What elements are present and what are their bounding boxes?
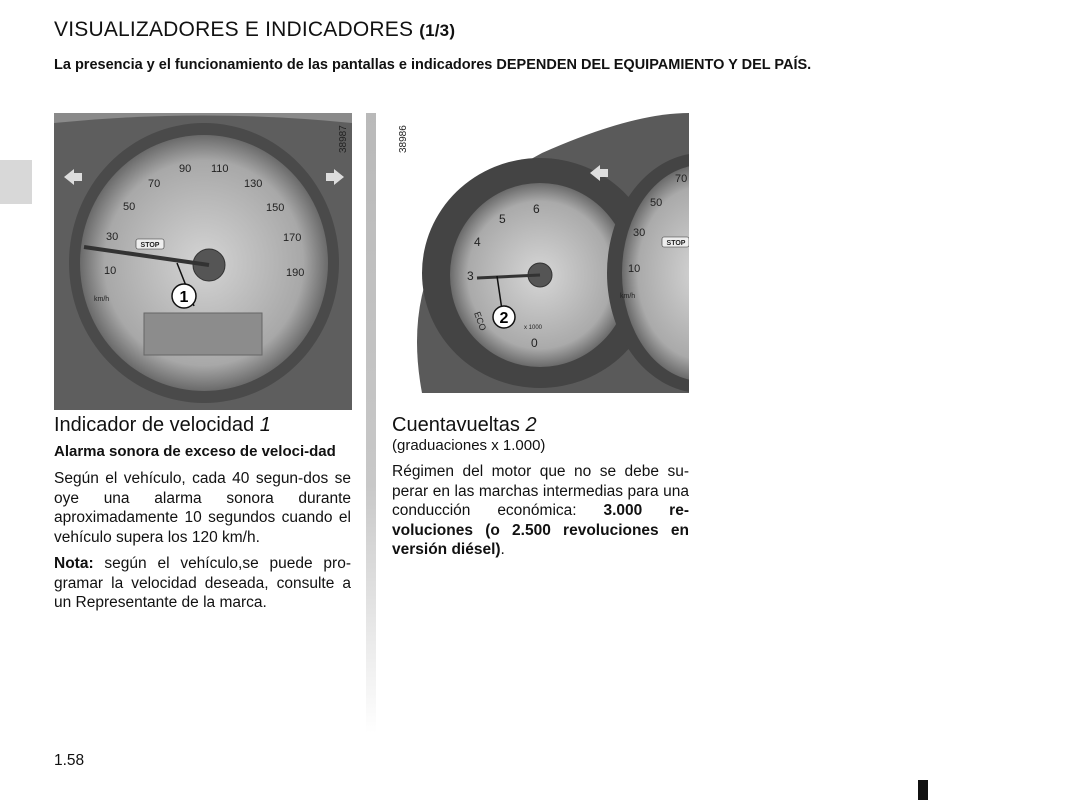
column-divider <box>366 113 376 733</box>
figure-ref-38987: 38987 <box>338 125 349 153</box>
note-paragraph <box>54 554 351 613</box>
tachometer-heading-text: Cuentavueltas <box>392 414 520 436</box>
rpm-multiplier: x 1000 <box>524 325 543 331</box>
speed-150: 150 <box>266 202 285 214</box>
speed-30: 30 <box>106 231 119 243</box>
eco-label: ECO <box>472 310 489 333</box>
rpm-5: 5 <box>499 212 506 226</box>
speedometer-heading-text: Indicador de velocidad <box>54 414 255 436</box>
stop-label: STOP <box>140 242 160 249</box>
note-text: según el vehículo,se puede pro-gramar la velocidad deseada, consulte a un Representante de la marca. <box>54 555 351 611</box>
right-stop-label: STOP <box>666 240 686 247</box>
speed-130: 130 <box>244 178 263 190</box>
page-title <box>54 18 455 42</box>
rpm-paragraph <box>392 462 689 560</box>
speedometer-heading-num: 1 <box>259 414 271 436</box>
page-number: 1.58 <box>54 752 85 769</box>
callout-1: 1 <box>179 289 189 306</box>
speed-10: 10 <box>104 265 117 277</box>
speed-alarm-paragraph: Según el vehículo, cada 40 segun-dos se oye una alarma sonora durante aproximadamente 10 segundos cuando el vehículo supera los 120 km/h. <box>54 470 351 546</box>
speed-unit: km/h <box>94 296 110 303</box>
speed-110: 110 <box>211 163 229 175</box>
callout-2: 2 <box>499 310 509 327</box>
speedometer-heading <box>54 414 351 437</box>
right-speed-30: 30 <box>633 227 646 239</box>
graduations-note: (graduaciones x 1.000) <box>392 437 546 454</box>
speed-90: 90 <box>179 163 192 175</box>
right-speed-50: 50 <box>650 197 663 209</box>
edge-marker <box>918 780 928 800</box>
speed-170: 170 <box>283 232 302 244</box>
title-part: (1/3) <box>419 21 456 40</box>
right-column <box>392 414 689 567</box>
tachometer-heading <box>392 414 689 437</box>
speed-190: 190 <box>286 267 305 279</box>
rpm-para-start: Régimen del motor que no se debe su-perar en las marchas intermedias para una conducción económica: <box>392 463 689 519</box>
figure-ref-38986: 38986 <box>398 125 409 153</box>
section-tab <box>0 160 32 204</box>
speed-50: 50 <box>123 201 136 213</box>
speedometer-figure <box>54 113 352 410</box>
right-speed-70: 70 <box>675 173 688 185</box>
rpm-para-bold: 3.000 re-voluciones (o 2.500 revoluciones en versión diésel) <box>392 502 689 558</box>
tachometer-heading-num: 2 <box>525 414 537 436</box>
right-speed-unit: km/h <box>620 293 636 300</box>
speed-70: 70 <box>148 178 161 190</box>
note-label: Nota: <box>54 555 94 572</box>
rpm-para-end: . <box>500 541 505 558</box>
page-subtitle: La presencia y el funcionamiento de las pantallas e indicadores DEPENDEN DEL EQUIPAMIENTO Y DEL PAÍS. <box>54 57 812 73</box>
rpm-4: 4 <box>474 235 481 249</box>
left-column <box>54 414 351 620</box>
rpm-3: 3 <box>467 269 474 283</box>
title-text: VISUALIZADORES E INDICADORES <box>54 18 414 41</box>
speed-alarm-subheading: Alarma sonora de exceso de veloci-dad <box>54 443 336 460</box>
rpm-6: 6 <box>533 202 540 216</box>
right-speed-10: 10 <box>628 263 641 275</box>
rpm-0: 0 <box>531 336 538 350</box>
tachometer-figure <box>392 113 689 393</box>
